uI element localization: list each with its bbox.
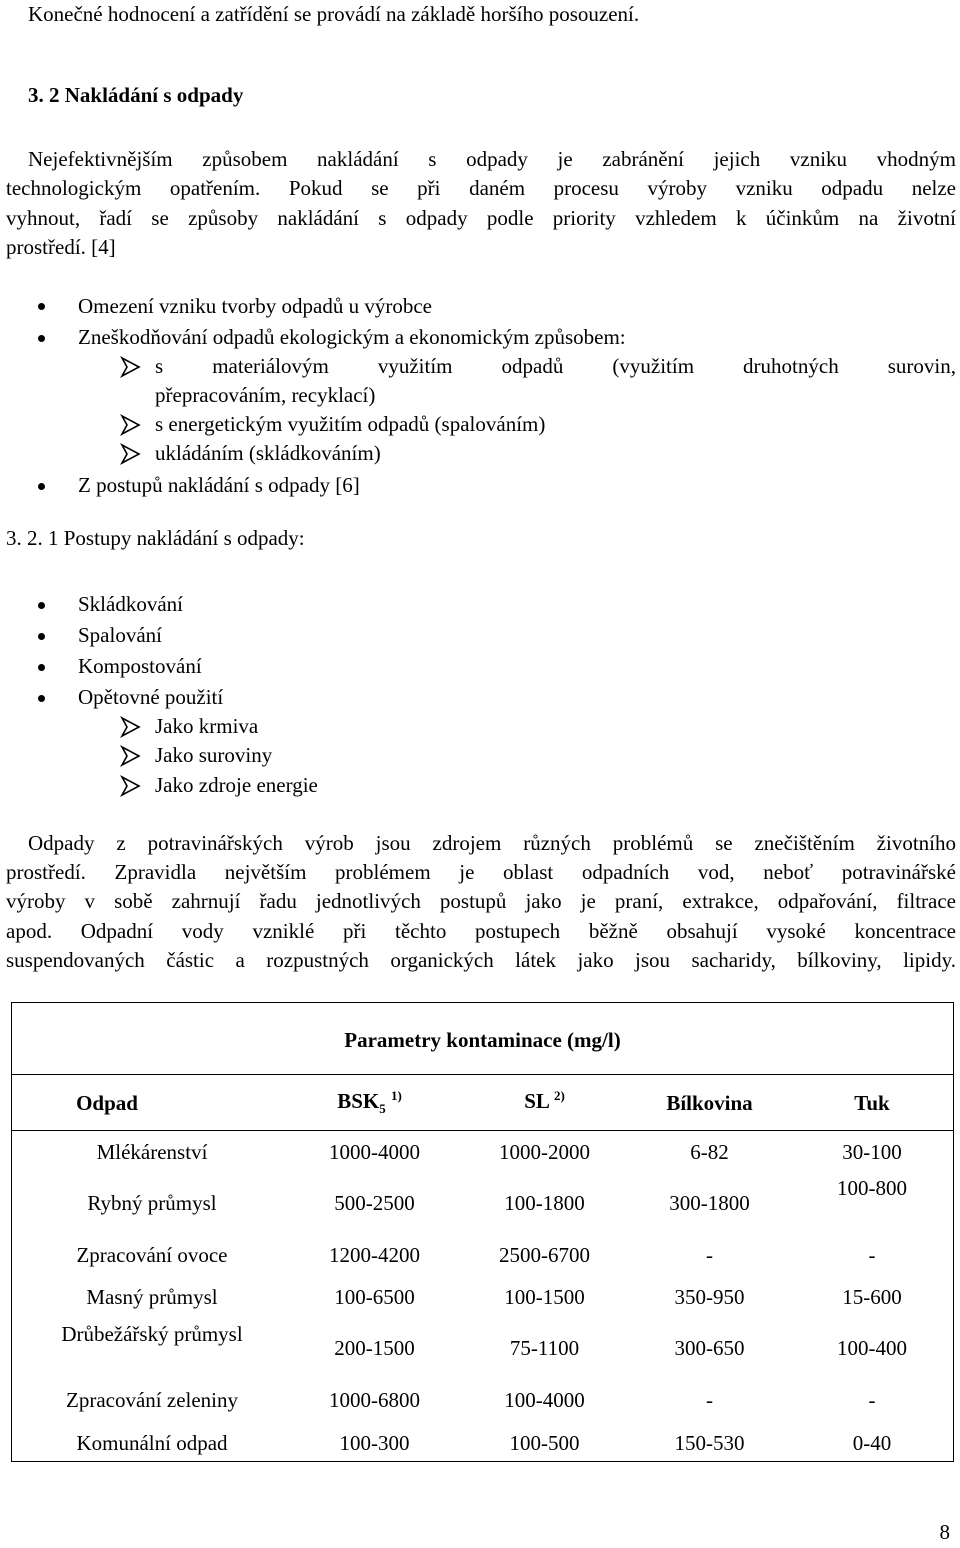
table-divider [12,1074,953,1075]
table-cell: 0-40 [852,1431,892,1455]
paragraph-line: výroby v sobě zahrnují řadu jednotlivých postupů jako je praní, extrakce, odpařování, filtrace [6,889,956,913]
header-sl: SL $^{2)}$ [524,1088,565,1113]
table-cell: 100-400 [837,1336,907,1360]
table-cell: 350-950 [674,1285,745,1309]
table-cell: Drůbežářský průmysl [61,1322,243,1346]
table-cell: 150-530 [674,1431,745,1455]
table-cell: Zpracování zeleniny [66,1388,238,1412]
paragraph-line: prostředí. [4] [6,235,116,259]
arrow-bullet-icon [119,356,143,378]
list-item: Zneškodňování odpadů ekologickým a ekonomickým způsobem: [78,325,626,349]
table-cell: 500-2500 [334,1191,415,1215]
paragraph-line: suspendovaných částic a rozpustných organických látek jako jsou sacharidy, bílkoviny, lipidy. [6,948,956,972]
header-bilkovina: Bílkovina [666,1091,753,1115]
sub-list-item: s materiálovým využitím odpadů (využitím druhotných surovin, [155,354,956,378]
arrow-bullet-icon [119,775,143,797]
sub-list-item: s energetickým využitím odpadů (spalováním) [155,412,546,436]
table-cell: 300-650 [674,1336,745,1360]
list-item: Omezení vzniku tvorby odpadů u výrobce [78,294,432,318]
arrow-bullet-icon [119,443,143,465]
table-cell: Masný průmysl [86,1285,218,1309]
bullet-icon [38,483,45,490]
table-cell: Rybný průmysl [87,1191,217,1215]
table-cell: 100-1800 [504,1191,585,1215]
table-cell: 1200-4200 [329,1243,420,1267]
header-bsk: $BSK_5$ $^{1)}$ [337,1088,402,1117]
header-odpad: Odpad [76,1091,138,1115]
paragraph-line: Odpady z potravinářských výrob jsou zdrojem různých problémů se znečištěním životního [28,831,956,855]
sub-list-item: ukládáním (skládkováním) [155,441,381,465]
table-cell: 15-600 [842,1285,902,1309]
bullet-icon [38,695,45,702]
table-cell: 75-1100 [509,1336,580,1360]
table-cell: 2500-6700 [499,1243,590,1267]
table-cell: 6-82 [690,1140,729,1164]
list-item: Opětovné použití [78,685,224,709]
table-cell: 300-1800 [669,1191,750,1215]
page-number: 8 [939,1520,950,1544]
bullet-icon [38,303,45,310]
sub-list-item: Jako zdroje energie [155,773,318,797]
table-cell: Zpracování ovoce [76,1243,228,1267]
intro-text: Konečné hodnocení a zatřídění se provádí na základě horšího posouzení. [28,2,640,26]
bullet-icon [38,664,45,671]
list-item: Spalování [78,623,162,647]
table-cell: 100-300 [339,1431,410,1455]
paragraph-line: Nejefektivnějším způsobem nakládání s odpady je zabránění jejich vzniku vhodným [28,147,956,171]
table-cell: - [868,1243,876,1267]
table-cell: 100-800 [837,1176,907,1200]
list-item: Z postupů nakládání s odpady [6] [78,473,360,497]
table-divider [12,1130,953,1131]
table-cell: - [868,1388,876,1412]
table-cell: 100-500 [509,1431,580,1455]
bullet-icon [38,335,45,342]
header-tuk: Tuk [854,1091,890,1115]
arrow-bullet-icon [119,414,143,436]
bullet-icon [38,633,45,640]
table-cell: 1000-2000 [499,1140,590,1164]
arrow-bullet-icon [119,745,143,767]
arrow-bullet-icon [119,716,143,738]
sub-list-item: Jako suroviny [155,743,273,767]
table-cell: - [706,1243,713,1267]
table-cell: 100-4000 [504,1388,585,1412]
sub-list-item-continuation: přepracováním, recyklací) [155,383,376,407]
paragraph-line: apod. Odpadní vody vzniklé při těchto postupech běžně obsahují vysoké koncentrace [6,919,956,943]
section-heading: 3. 2 Nakládání s odpady [28,83,244,107]
table-cell: 200-1500 [334,1336,415,1360]
paragraph-line: vyhnout, řadí se způsoby nakládání s odpady podle priority vzhledem k účinkům na životní [6,206,956,230]
bullet-icon [38,602,45,609]
list-item: Kompostování [78,654,202,678]
paragraph-line: prostředí. Zpravidla největším problémem je oblast odpadních vod, neboť potravinářské [6,860,956,884]
table-title: Parametry kontaminace (mg/l) [344,1028,621,1052]
sub-list-item: Jako krmiva [155,714,259,738]
table-cell: 100-6500 [334,1285,415,1309]
table-cell: 100-1500 [504,1285,585,1309]
table-cell: Mlékárenství [96,1140,208,1164]
table-cell: 1000-4000 [329,1140,420,1164]
list-item: Skládkování [78,592,183,616]
contamination-table [11,1002,954,1462]
paragraph-line: technologickým opatřením. Pokud se při daném procesu výroby vzniku odpadu nelze [6,176,956,200]
table-cell: Komunální odpad [76,1431,228,1455]
table-cell: - [706,1388,713,1412]
table-cell: 1000-6800 [329,1388,420,1412]
subsection-heading: 3. 2. 1 Postupy nakládání s odpady: [6,526,305,550]
table-cell: 30-100 [842,1140,902,1164]
